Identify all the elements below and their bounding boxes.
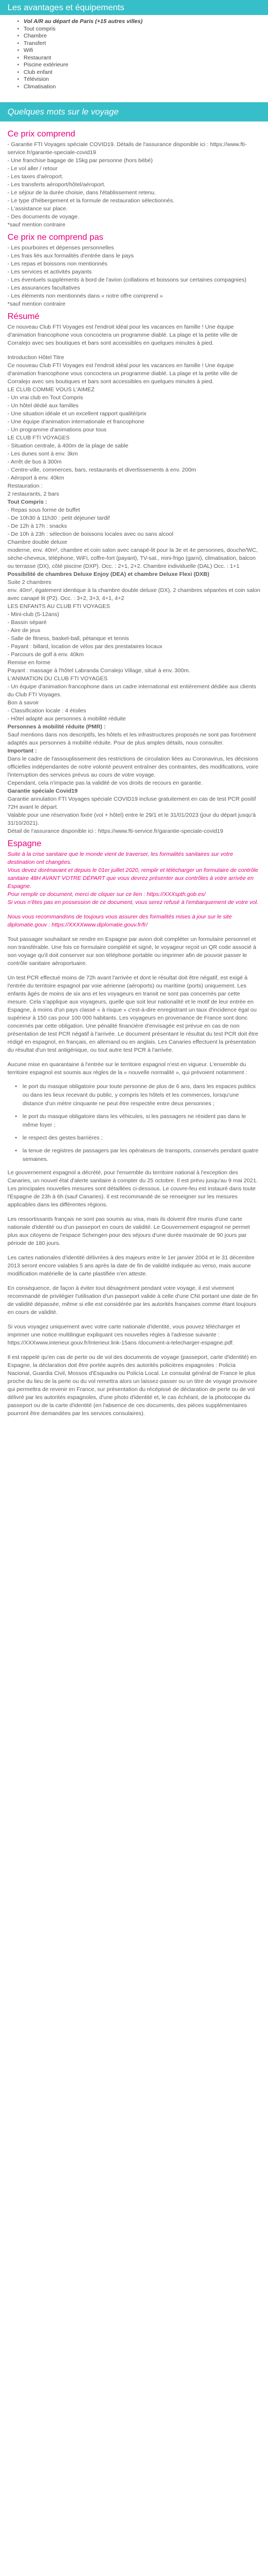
text-line: - Les éléments non mentionnés dans « notre offre comprend » (8, 293, 163, 299)
espagne-bullets (15, 1082, 260, 1164)
text-line: LE CLUB COMME VOUS L'AIMEZ (8, 386, 95, 393)
text-line: Payant : massage à l'hôtel Labranda Corralejo Village, situé à env. 300m. (8, 667, 190, 674)
text-line: - Un hôtel dédié aux familles (8, 402, 79, 409)
text-line: - Centre-ville, commerces, bars, restaurants et divertissements à env. 200m (8, 467, 196, 473)
text-line: - Mini-club (5-12ans) (8, 611, 59, 618)
text-line: - Aire de jeux (8, 627, 41, 634)
text-line: Cependant, cela n'impacte pas la validité de vos droits de recours en garantie. (8, 780, 203, 786)
text-line: - De 12h à 17h : snacks (8, 523, 67, 529)
text-line: Possibilité de chambres Deluxe Enjoy (DEA) et chambre Deluxe Flexi (DXB) (8, 571, 210, 577)
resume-lines (8, 386, 260, 835)
text-line: - Le séjour de la durée choisie, dans l'établissement retenu. (8, 189, 156, 196)
avantage-item: • Transfert (8, 40, 260, 48)
text-line: - Repas sous forme de buffet (8, 507, 80, 513)
text-line: env. 40m², également identique à la chambre double deluxe (DX), 2 chambres séparées et coin salon avec canapé lit (P2). Occ. : 3+2, 3+3, 4+1, 4+2 (8, 587, 260, 602)
text-line: - Arrêt de bus à 300m (8, 459, 62, 465)
espagne-p12: En conséquence, de façon à éviter tout désagrément pendant votre voyage, il est vivement recommandé de privilégier l'utilisation d'un passeport valide à celle d'une CNI portant une date de fin de validité dépassée, même si elle est considérée par les autorités françaises comme étant toujours en cours de validité. (8, 1285, 258, 1316)
text-line: moderne, env. 40m², chambre et coin salon avec canapé-lit pour la 3e et 4e personnes, douche/WC, sèche-cheveux, téléphone, WiFi, coffre-fort (payant), TV-sat., mini-frigo (garni), climatisation, balcon ou terrasse (DX), côté piscine (DXP). Occ. : 2+1, 2+2. Chambre individuelle (DAL) Occ. : 1+1 (8, 547, 258, 569)
text-line: - Un vrai club en Tout Compris (8, 394, 84, 401)
text-line: - Bassin séparé (8, 619, 47, 626)
text-line: Suite 2 chambres (8, 579, 51, 586)
avantage-item: • Wifi (8, 47, 260, 55)
text-line: - Les pourboires et dépenses personnelles (8, 245, 114, 251)
text-line: - Les taxes d'aéroport. (8, 173, 64, 180)
resume-intro-head: Introduction Hôtel Titre (8, 354, 64, 361)
espagne-p5[interactable]: Nous vous recommandons de toujours vous assurer des formalités mises à jour sur le site diplomatie.gouv : https://XXXXwww.diplomatie.gouv.fr/fr/ (8, 914, 232, 928)
text-line: - Aéroport à env. 40km (8, 475, 64, 481)
espagne-p11: Les cartes nationales d'identité délivrées à des majeurs entre le 1er janvier 2004 et le 31 décembre 2013 seront encore valables 5 ans après la date de fin de validité indiquée au verso, mais aucune modification matérielle de la carte plastifiée n'en atteste. (8, 1255, 255, 1277)
resume-intro: Ce nouveau Club FTI Voyages est l'endroit idéal pour les vacances en famille ! Une équipe d'animation francophone vous concoctera un programme diablé. La plage et la petite ville de Corralejo avec ses boutiques et bars sont accessibles en quelques minutes à pied. (8, 324, 238, 346)
espagne-bullet-item: • le port du masque obligatoire dans les véhicules, si les passagers ne résident pas dans le même foyer ; (15, 1112, 260, 1129)
avantage-item: • Club enfant (8, 69, 260, 77)
text-line: Tout Compris : (8, 499, 47, 505)
espagne-p13: Si vous voyagez uniquement avec votre carte nationale d'identité, vous pouvez télécharger et imprimer une notice multilingue expliquant ces nouvelles règles à l'adresse suivante : https://XXXwww.interieur.gouv.fr/Interieur.link-15ans /document-a-telecharger-espagne.pdf. (8, 1324, 240, 1346)
espagne-p4: Si vous n'êtes pas en possession de ce document, vous serez refusé à l'embarquement de votre vol. (8, 899, 259, 906)
text-line: - Les dunes sont à env. 3km (8, 451, 78, 457)
text-line: Remise en forme (8, 659, 50, 666)
text-line: - Hôtel adapté aux personnes à mobilité réduite (8, 716, 126, 722)
espagne-p10: Les ressortissants français ne sont pas soumis au visa, mais ils doivent être munis d'une carte nationale d'identité ou d'un passeport en cours de validité. Le Gouvernement espagnol ne permet plus aux citoyens de l'espace Schengen pour des séjours d'une durée maximale de 90 jours par période de 180 jours. (8, 1216, 250, 1247)
text-line: - Une franchise bagage de 15kg par personne (hors bébé) (8, 157, 153, 164)
text-line: Restauration : (8, 483, 43, 489)
text-line: - Une situation idéale et un excellent rapport qualité/prix (8, 411, 147, 417)
text-line: - Les assurances facultatives (8, 285, 80, 291)
text-line: Bon à savoir (8, 700, 39, 706)
text-line: Détail de l'assurance disponible ici : https://www.fti-service.fr/garantie-speciale-covid19 (8, 828, 224, 834)
text-line: Valable pour une réservation fixée (vol + hôtel) entre le 29/1 et le 31/01/2023 (jour du départ jusqu'à 31/10/2021). (8, 812, 256, 826)
text-line: Personnes à mobilité réduite (PMR) : (8, 724, 106, 730)
espagne-bullet-item: • le respect des gestes barrières ; (15, 1134, 260, 1142)
text-line: L'ANIMATION DU CLUB FTI VOYAGES (8, 675, 108, 682)
prix-compris-title: Ce prix comprend (8, 130, 76, 139)
avantage-item: • Climatisation (8, 83, 260, 91)
prix-compris-lines (8, 141, 260, 229)
text-line: Dans le cadre de l'assouplissement des restrictions de circulation liées au Coronavirus, les décisions officielles indépendantes de notre volonté peuvent entraîner des contraintes, des modifications, voire l'interruption des services prévus au cours de votre voyage. (8, 756, 258, 778)
espagne-p1: Suite à la crise sanitaire que le monde vient de traverser, les formalités sanitaires sur votre destination ont changées. (8, 851, 233, 865)
text-line: - Un programme d'animations pour tous (8, 427, 107, 433)
text-line: LES ENFANTS AU CLUB FTI VOYAGES (8, 603, 110, 610)
avantage-item: • Vol A/R au départ de Paris (+15 autres villes) (8, 18, 260, 26)
text-line: - Des documents de voyage. (8, 214, 79, 220)
text-line: Chambre double deluxe (8, 539, 68, 545)
espagne-title: Espagne (8, 839, 42, 848)
resume-intro2: Ce nouveau Club FTI Voyages est l'endroit idéal pour les vacances en famille ! Une équipe d'animation francophone vous concoctera un programme diablé. La plage et la petite ville de Corralejo avec ses boutiques et bars sont accessibles en quelques minutes à pied. (8, 362, 238, 385)
espagne-bullet-item: • le port du masque obligatoire pour toute personne de plus de 6 ans, dans les espaces publics ou dans les lieux recevant du public, y compris les hôtels et les commerces, lorsqu'une distance d'un mètre cinquante ne peut être respectée entre deux personnes ; (15, 1082, 260, 1108)
text-line: Sauf mentions dans nos descriptifs, les hôtels et les infrastructures proposés ne sont pas forcément adaptés aux personnes à mobilité réduite. Pour de plus amples détails, nous consulter. (8, 732, 256, 746)
text-line: - De 10h à 23h : sélection de boissons locales avec ou sans alcool (8, 531, 174, 537)
avantages-list (0, 15, 268, 95)
text-line: - Un équipe d'animation francophone dans un cadre international est entièrement dédiée aux clients du Club FTI Voyages. (8, 683, 256, 698)
text-line: *sauf mention contraire (8, 301, 65, 307)
text-line: - Payant : billard, location de vélos par des prestataires locaux (8, 643, 162, 650)
avantage-item: • Tout compris (8, 26, 260, 33)
avantage-item: • Restaurant (8, 55, 260, 62)
text-line: Garantie annulation FTI Voyages spéciale COVID19 incluse gratuitement en cas de test PCR positif 72H avant le départ. (8, 796, 256, 810)
prix-ne-comprend-lines (8, 244, 260, 308)
text-line: - Les éventuels suppléments à bord de l'avion (collations et boissons sur certaines compagnies) (8, 277, 247, 283)
espagne-p7: Un test PCR effectué moins de 72h avant l'arrivée et dont le résultat doit être négatif, est exigé à l'entrée du territoire espagnol par voie aérienne (aéroports) ou maritime (ports) uniquement. Les enfants âgés de moins de six ans et les voyageurs en transit ne sont pas concernés par cette mesure. Cela s'applique aux voyageurs, quelle que soit leur nationalité et le motif de leur entrée en Espagne, à moins d'un pays classé « à risque » c'est-à-dire enregistrant un taux d'incidence égal ou supérieur à 150 cas pour 100 000 habitants. Les voyageurs en provenance de France sont donc concernés par cette obligation. Une pénalité financière d'envisagée est prévue en cas de non présentation de test PCR négatif à l'arrivée. Le document présentant le résultat du test PCR doit être rédigé en espagnol, en français, en allemand ou en anglais. Les Canaries effectuent la présentation du résultat d'un test antigénique, ou tout autre test PCR à l'arrivée. (8, 975, 258, 1053)
espagne-p6: Tout passager souhaitant se rendre en Espagne par avion doit compléter un formulaire personnel et non transférable. Une fois ce formulaire complété et signé, le voyageur reçoit un QR code associé à son voyage qu'il doit conserver sur son téléphone portable ou imprimer afin de pouvoir passer le contrôle sanitaire aéroportuaire. (8, 936, 256, 967)
resume-title: Résumé (8, 312, 40, 321)
text-line: - Les services et activités payants (8, 269, 92, 275)
text-line: 2 restaurants, 2 bars (8, 491, 59, 497)
espagne-p2: Vous devez dorénavant et depuis le 01er juillet 2020, remplir et télécharger un formulaire de contrôle sanitaire 48H AVANT VOTRE DÉPART que vous devrez présenter aux contrôles à votre arrivée en Espagne. (8, 867, 258, 890)
text-line: - Garantie FTI Voyages spéciale COVID19. Détails de l'assurance disponible ici : https://www.fti-service.fr/garantie-speciale-covid19 (8, 141, 247, 156)
espagne-bullet-item: • la tenue de registres de passagers par les opérateurs de transports, conservés pendant quatre semaines. (15, 1146, 260, 1164)
text-line: - Classification locale : 4 étoiles (8, 708, 86, 714)
avantages-banner: Les avantages et équipements (0, 0, 268, 15)
avantage-item: • Chambre (8, 33, 260, 40)
text-line: - Le vol aller / retour (8, 165, 58, 172)
text-line: Garantie spéciale Covid19 (8, 788, 78, 794)
espagne-p8: Aucune mise en quarantaine à l'entrée sur le territoire espagnol n'est en vigueur. L'ensemble du territoire espagnol est soumis aux règles de la « nouvelle normalité », qui prévoient notamment : (8, 1061, 248, 1076)
mots-banner: Quelques mots sur le voyage (0, 102, 268, 121)
text-line: - Le type d'hébergement et la formule de restauration sélectionnés. (8, 197, 175, 204)
content (0, 121, 268, 1423)
text-line: - Les repas et boissons non mentionnés (8, 261, 108, 267)
prix-ne-comprend-title: Ce prix ne comprend pas (8, 233, 103, 242)
text-line: - L'assistance sur place. (8, 206, 68, 212)
text-line: - Les transferts aéroport/hôtel/aéroport. (8, 181, 106, 188)
avantage-item: • Piscine extérieure (8, 62, 260, 69)
text-line: - Salle de fitness, basket-ball, pétanque et tennis (8, 635, 129, 642)
espagne-p9: Le gouvernement espagnol a décrété, pour l'ensemble du territoire national à l'exception des Canaries, un nouvel état d'alerte sanitaire à compter du 25 octobre. Il est prévu jusqu'au 9 mai 2021. Les principales nouvelles mesures sont détaillées ci-dessous. Le couvre-feu est instauré dans toute l'Espagne de 23h à 6h (sauf Canaries). Il est recommandé de se renseigner sur les mesures applicables dans les différentes régions. (8, 1169, 258, 1208)
avantage-item: • Télévision (8, 76, 260, 83)
text-line: Important : (8, 748, 37, 754)
espagne-p14: Il est rappelé qu'en cas de perte ou de vol des documents de voyage (passeport, carte d'identité) en Espagne, la déclaration doit être portée auprès des autorités policières espagnoles : Policía Nacional, Guardia Civil, Mossos d'Esquadra ou Policía Local. Le consulat général de France le plus proche du lieu de la perte ou du vol remettra alors un laissez-passer ou un titre de voyage provisoire qui permettra de revenir en France, sur présentation du récépissé de déclaration de perte ou de vol délivré par les autorités espagnoles, d'une photo d'identité et, le cas échéant, de la photocopie du passeport ou de la carte d'identité (en l'absence de ces documents, des pièces supplémentaires pourront être demandées par les services consulaires). (8, 1354, 257, 1417)
text-line: - Une équipe d'animation internationale et francophone (8, 419, 145, 425)
espagne-p3[interactable]: Pour remplir ce document, merci de cliquer sur ce lien : https://XXXspth.gob.es/ (8, 891, 206, 898)
text-line: LE CLUB FTI VOYAGES (8, 435, 70, 441)
text-line: *sauf mention contraire (8, 222, 65, 228)
text-line: - Situation centrale, à 400m de la plage de sable (8, 443, 129, 449)
text-line: - Les frais liés aux formalités d'entrée dans le pays (8, 253, 134, 259)
text-line: - Parcours de golf à env. 40km (8, 651, 84, 658)
text-line: - De 10h30 à 11h30 : petit déjeuner tardif (8, 515, 110, 521)
